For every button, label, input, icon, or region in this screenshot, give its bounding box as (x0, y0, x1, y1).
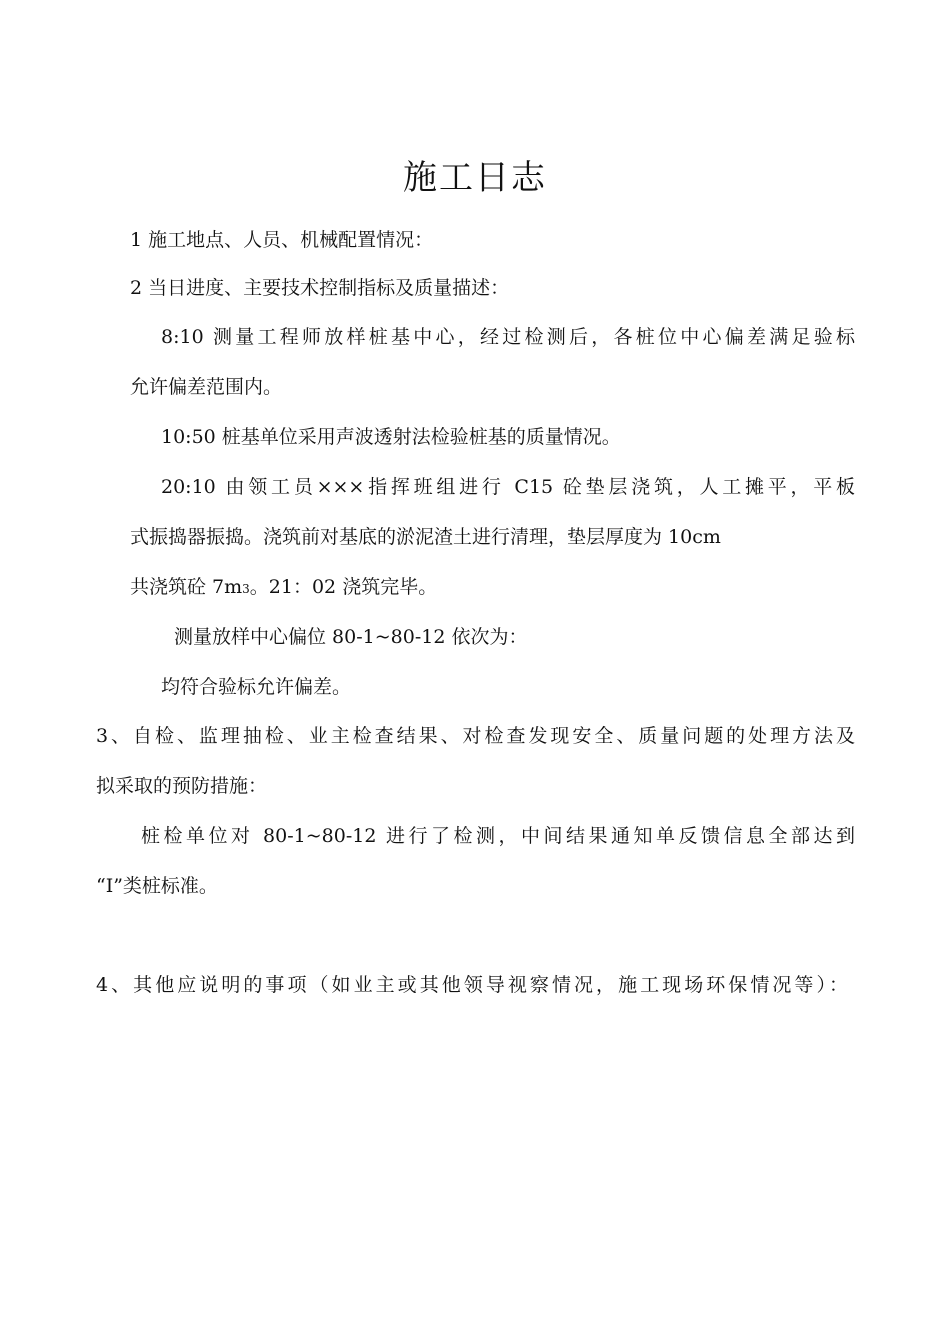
entry-1050: 10:50 桩基单位采用声波透射法检验桩基的质量情况。 (161, 426, 621, 448)
entry-2010-line-3-post: 。21：02 浇筑完毕。 (249, 576, 438, 598)
entry-2010-line-3 (130, 572, 437, 604)
section-2-heading: 2 当日进度、主要技术控制指标及质量描述： (130, 277, 510, 299)
entry-2010-line-1: 20:10 由领工员×××指挥班组进行 C15 砼垫层浇筑，人工摊平，平板 (161, 476, 855, 498)
page-title: 施工日志 (403, 158, 547, 198)
entry-0810-line-2: 允许偏差范围内。 (130, 376, 283, 398)
inspection-line-2: “Ⅰ”类桩标准。 (96, 875, 218, 897)
section-3-heading-line-2: 拟采取的预防措施： (96, 775, 268, 797)
entry-2010-line-2: 式振捣器振捣。浇筑前对基底的淤泥渣土进行清理，垫层厚度为 10cm (130, 526, 721, 548)
survey-result: 均符合验标允许偏差。 (161, 676, 352, 698)
section-3-heading-line-1: 3、自检、监理抽检、业主检查结果、对检查发现安全、质量问题的处理方法及 (96, 725, 855, 747)
survey-line: 测量放样中心偏位 80-1~80-12 依次为： (174, 626, 528, 648)
inspection-line-1: 桩检单位对 80-1~80-12 进行了检测，中间结果通知单反馈信息全部达到 (141, 825, 855, 847)
entry-0810-line-1: 8:10 测量工程师放样桩基中心，经过检测后，各桩位中心偏差满足验标 (161, 326, 855, 348)
section-4-heading: 4、其他应说明的事项（如业主或其他领导视察情况，施工现场环保情况等）： (96, 974, 848, 996)
cubic-superscript: 3 (242, 582, 250, 596)
section-1-heading: 1 施工地点、人员、机械配置情况： (130, 229, 434, 251)
entry-2010-line-3-pre: 共浇筑砼 7m (130, 576, 243, 598)
